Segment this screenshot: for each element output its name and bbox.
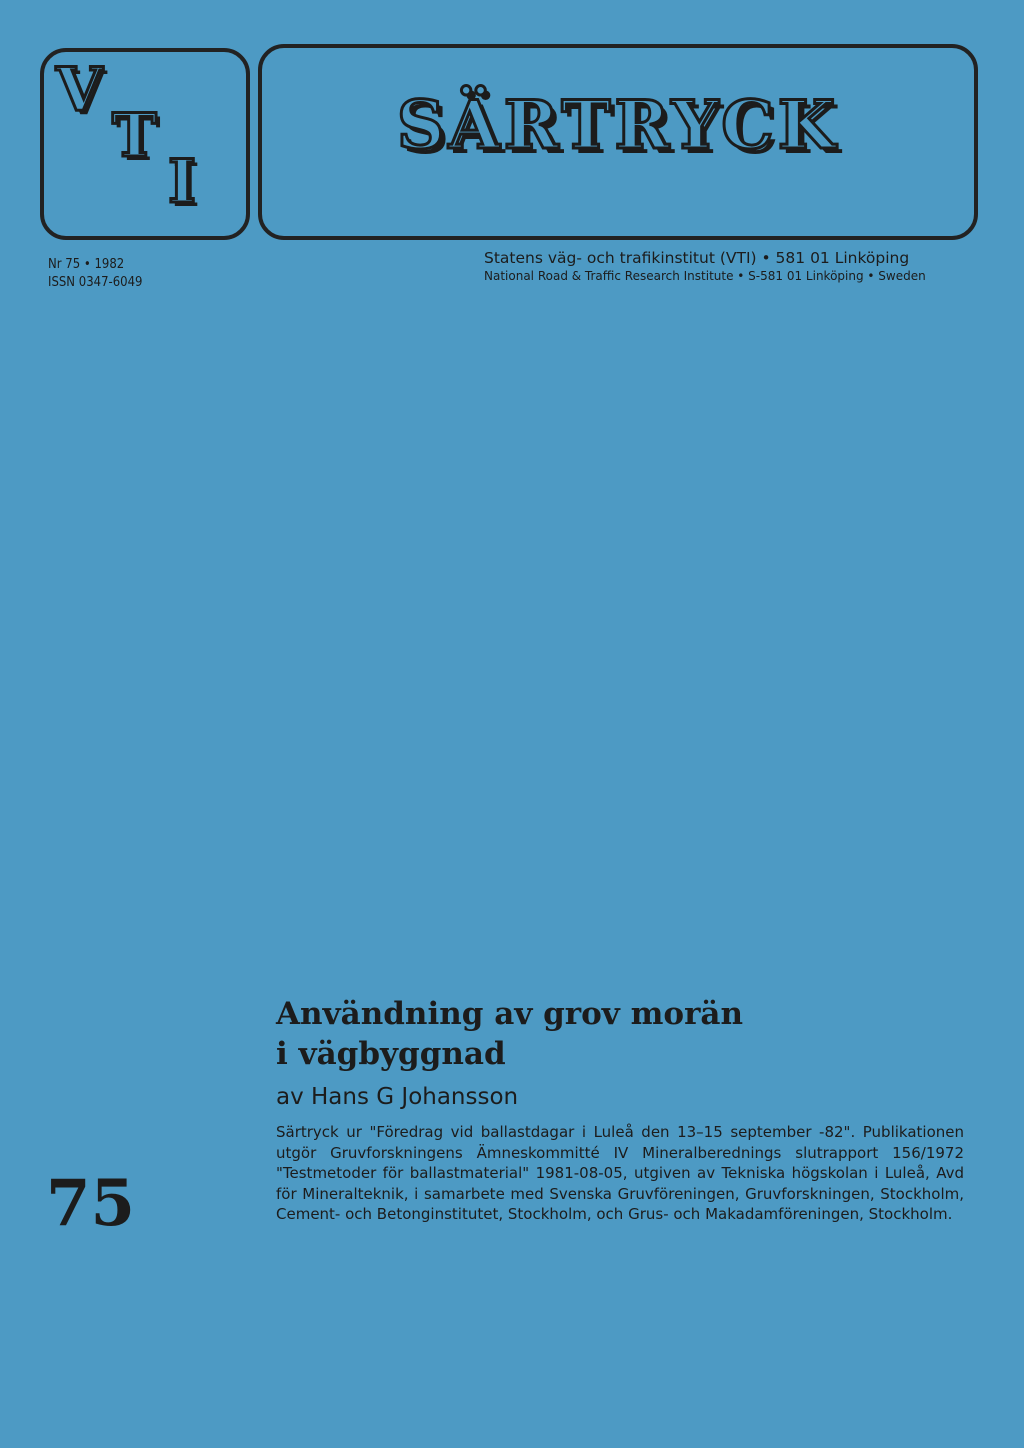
title-line-2: i vägbyggnad: [276, 1036, 506, 1072]
article-author: av Hans G Johansson: [276, 1084, 519, 1110]
publication-meta: [48, 256, 143, 292]
issue-number: Nr 75 • 1982: [48, 257, 125, 272]
logo-letter-t: T: [112, 101, 157, 171]
logo-letter-v: V: [56, 55, 103, 125]
title-line-1: Användning av grov morän: [276, 996, 744, 1032]
logo-letter-i: I: [168, 147, 197, 217]
article-title: [276, 994, 836, 1074]
issn: ISSN 0347-6049: [48, 275, 143, 290]
reprint-note: Särtryck ur "Föredrag vid ballastdagar i Luleå den 13–15 september -82". Publikationen utgör Gruvforskningens Ämneskommitté IV Mineralberednings slutrapport 156/1972 "Testmetoder för ballastmaterial" 1981-08-05, utgiven av Tekniska högskolan i Luleå, Avd för Mineralteknik, i samarbete med Svenska Gruvföreningen, Gruvforskningen, Stockholm, Cement- och Betonginstitutet, Stockholm, och Grus- och Makadamföreningen, Stockholm.: [276, 1123, 964, 1223]
institute-english: National Road & Traffic Research Institute • S-581 01 Linköping • Sweden: [484, 269, 926, 283]
institute-info: [484, 248, 926, 284]
institute-swedish: Statens väg- och trafikinstitut (VTI) • 581 01 Linköping: [484, 249, 910, 267]
banner-title: SÄRTRYCK: [396, 86, 840, 164]
report-number: 75: [46, 1166, 136, 1241]
